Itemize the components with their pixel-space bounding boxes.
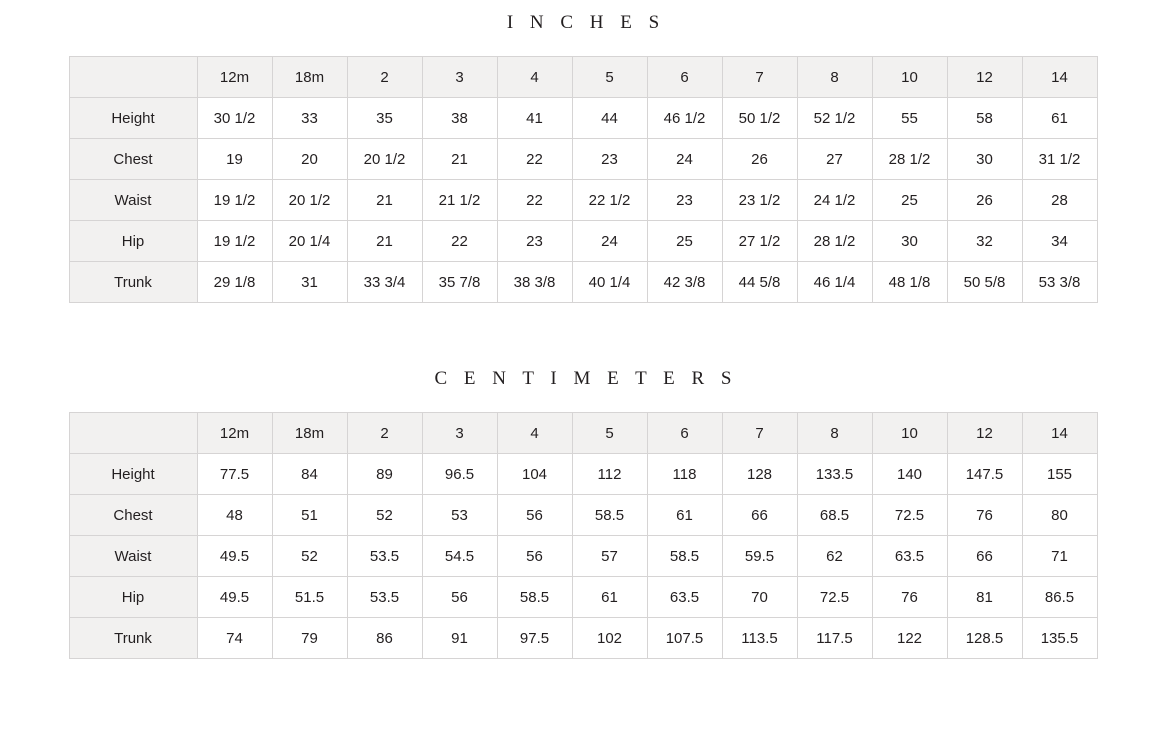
cell-trunk-4: 38 3/8 [497, 262, 572, 303]
cell-waist-2: 21 [347, 180, 422, 221]
column-header-10: 10 [872, 57, 947, 98]
cell-hip-5: 61 [572, 577, 647, 618]
cell-hip-18m: 51.5 [272, 577, 347, 618]
row-label-hip: Hip [69, 221, 197, 262]
row-label-height: Height [69, 98, 197, 139]
column-header-8: 8 [797, 413, 872, 454]
table-row [69, 139, 1097, 180]
column-header-18m: 18m [272, 57, 347, 98]
cell-trunk-8: 117.5 [797, 618, 872, 659]
column-header-7: 7 [722, 57, 797, 98]
cell-chest-2: 20 1/2 [347, 139, 422, 180]
cell-chest-4: 56 [497, 495, 572, 536]
cell-waist-18m: 20 1/2 [272, 180, 347, 221]
cell-chest-10: 28 1/2 [872, 139, 947, 180]
cell-waist-6: 23 [647, 180, 722, 221]
cell-hip-12: 81 [947, 577, 1022, 618]
cell-chest-14: 80 [1022, 495, 1097, 536]
cell-waist-3: 21 1/2 [422, 180, 497, 221]
cell-waist-4: 56 [497, 536, 572, 577]
cell-trunk-4: 97.5 [497, 618, 572, 659]
cell-height-8: 52 1/2 [797, 98, 872, 139]
cell-hip-12m: 19 1/2 [197, 221, 272, 262]
cell-height-12: 58 [947, 98, 1022, 139]
column-header-4: 4 [497, 413, 572, 454]
table-header-row [69, 57, 1097, 98]
cell-chest-10: 72.5 [872, 495, 947, 536]
cell-height-4: 41 [497, 98, 572, 139]
centimeters-title: C E N T I M E T E R S [434, 368, 738, 389]
cell-waist-18m: 52 [272, 536, 347, 577]
column-header-2: 2 [347, 57, 422, 98]
cell-waist-3: 54.5 [422, 536, 497, 577]
cell-height-3: 38 [422, 98, 497, 139]
corner-cell [69, 57, 197, 98]
cell-chest-12m: 19 [197, 139, 272, 180]
cell-waist-12m: 49.5 [197, 536, 272, 577]
cell-hip-8: 72.5 [797, 577, 872, 618]
cell-height-18m: 33 [272, 98, 347, 139]
cell-trunk-3: 35 7/8 [422, 262, 497, 303]
cell-hip-3: 22 [422, 221, 497, 262]
cell-height-6: 118 [647, 454, 722, 495]
cell-chest-5: 58.5 [572, 495, 647, 536]
column-header-5: 5 [572, 413, 647, 454]
table-row [69, 536, 1097, 577]
cell-hip-12: 32 [947, 221, 1022, 262]
cell-hip-12m: 49.5 [197, 577, 272, 618]
row-label-chest: Chest [69, 139, 197, 180]
cell-trunk-3: 91 [422, 618, 497, 659]
cell-chest-3: 53 [422, 495, 497, 536]
cell-waist-14: 28 [1022, 180, 1097, 221]
cell-trunk-12: 50 5/8 [947, 262, 1022, 303]
cell-hip-18m: 20 1/4 [272, 221, 347, 262]
cell-trunk-6: 107.5 [647, 618, 722, 659]
cell-chest-3: 21 [422, 139, 497, 180]
cell-waist-12m: 19 1/2 [197, 180, 272, 221]
column-header-6: 6 [647, 57, 722, 98]
cell-waist-12: 26 [947, 180, 1022, 221]
inches-section [0, 12, 1166, 303]
table-row [69, 180, 1097, 221]
cell-height-5: 112 [572, 454, 647, 495]
cell-hip-10: 30 [872, 221, 947, 262]
cell-chest-18m: 51 [272, 495, 347, 536]
cell-hip-3: 56 [422, 577, 497, 618]
column-header-3: 3 [422, 413, 497, 454]
column-header-18m: 18m [272, 413, 347, 454]
cell-hip-6: 63.5 [647, 577, 722, 618]
cell-chest-8: 27 [797, 139, 872, 180]
cell-chest-2: 52 [347, 495, 422, 536]
cell-hip-5: 24 [572, 221, 647, 262]
cell-hip-14: 86.5 [1022, 577, 1097, 618]
column-header-12m: 12m [197, 413, 272, 454]
cell-waist-5: 57 [572, 536, 647, 577]
row-label-waist: Waist [69, 180, 197, 221]
row-label-trunk: Trunk [69, 618, 197, 659]
cell-height-12m: 77.5 [197, 454, 272, 495]
cell-hip-2: 21 [347, 221, 422, 262]
cell-hip-4: 23 [497, 221, 572, 262]
table-row [69, 454, 1097, 495]
cell-trunk-18m: 79 [272, 618, 347, 659]
table-body [69, 98, 1097, 303]
cell-waist-7: 59.5 [722, 536, 797, 577]
cell-trunk-12m: 74 [197, 618, 272, 659]
centimeters-section [0, 368, 1166, 659]
cell-chest-14: 31 1/2 [1022, 139, 1097, 180]
cell-hip-10: 76 [872, 577, 947, 618]
row-label-trunk: Trunk [69, 262, 197, 303]
cell-chest-7: 26 [722, 139, 797, 180]
cell-trunk-7: 113.5 [722, 618, 797, 659]
cell-height-10: 140 [872, 454, 947, 495]
cell-height-2: 35 [347, 98, 422, 139]
column-header-12m: 12m [197, 57, 272, 98]
cell-trunk-14: 135.5 [1022, 618, 1097, 659]
cell-waist-10: 25 [872, 180, 947, 221]
cell-trunk-10: 48 1/8 [872, 262, 947, 303]
cell-chest-18m: 20 [272, 139, 347, 180]
corner-cell [69, 413, 197, 454]
column-header-12: 12 [947, 413, 1022, 454]
cell-height-7: 128 [722, 454, 797, 495]
cell-waist-14: 71 [1022, 536, 1097, 577]
inches-size-table [69, 56, 1098, 303]
centimeters-size-table [69, 412, 1098, 659]
column-header-5: 5 [572, 57, 647, 98]
cell-trunk-2: 86 [347, 618, 422, 659]
cell-height-3: 96.5 [422, 454, 497, 495]
cell-hip-6: 25 [647, 221, 722, 262]
cell-chest-12: 30 [947, 139, 1022, 180]
cell-waist-10: 63.5 [872, 536, 947, 577]
column-header-8: 8 [797, 57, 872, 98]
cell-waist-5: 22 1/2 [572, 180, 647, 221]
cell-trunk-18m: 31 [272, 262, 347, 303]
cell-chest-6: 24 [647, 139, 722, 180]
cell-height-12: 147.5 [947, 454, 1022, 495]
table-row [69, 221, 1097, 262]
cell-trunk-5: 40 1/4 [572, 262, 647, 303]
cell-height-10: 55 [872, 98, 947, 139]
table-row [69, 262, 1097, 303]
cell-height-14: 61 [1022, 98, 1097, 139]
cell-hip-14: 34 [1022, 221, 1097, 262]
cell-chest-7: 66 [722, 495, 797, 536]
cell-height-6: 46 1/2 [647, 98, 722, 139]
cell-chest-12m: 48 [197, 495, 272, 536]
cell-waist-8: 62 [797, 536, 872, 577]
row-label-waist: Waist [69, 536, 197, 577]
column-header-2: 2 [347, 413, 422, 454]
table-row [69, 577, 1097, 618]
row-label-hip: Hip [69, 577, 197, 618]
cell-height-12m: 30 1/2 [197, 98, 272, 139]
column-header-3: 3 [422, 57, 497, 98]
cell-waist-8: 24 1/2 [797, 180, 872, 221]
column-header-7: 7 [722, 413, 797, 454]
cell-chest-12: 76 [947, 495, 1022, 536]
table-row [69, 495, 1097, 536]
cell-chest-8: 68.5 [797, 495, 872, 536]
cell-trunk-5: 102 [572, 618, 647, 659]
row-label-chest: Chest [69, 495, 197, 536]
cell-waist-4: 22 [497, 180, 572, 221]
cell-height-2: 89 [347, 454, 422, 495]
table-row [69, 618, 1097, 659]
cell-hip-7: 27 1/2 [722, 221, 797, 262]
row-label-height: Height [69, 454, 197, 495]
cell-trunk-2: 33 3/4 [347, 262, 422, 303]
cell-trunk-12: 128.5 [947, 618, 1022, 659]
cell-waist-6: 58.5 [647, 536, 722, 577]
cell-trunk-10: 122 [872, 618, 947, 659]
cell-trunk-6: 42 3/8 [647, 262, 722, 303]
cell-trunk-7: 44 5/8 [722, 262, 797, 303]
cell-hip-4: 58.5 [497, 577, 572, 618]
column-header-4: 4 [497, 57, 572, 98]
cell-height-18m: 84 [272, 454, 347, 495]
column-header-6: 6 [647, 413, 722, 454]
column-header-14: 14 [1022, 57, 1097, 98]
cell-chest-4: 22 [497, 139, 572, 180]
column-header-12: 12 [947, 57, 1022, 98]
cell-chest-5: 23 [572, 139, 647, 180]
cell-height-4: 104 [497, 454, 572, 495]
cell-chest-6: 61 [647, 495, 722, 536]
cell-hip-7: 70 [722, 577, 797, 618]
cell-hip-8: 28 1/2 [797, 221, 872, 262]
column-header-14: 14 [1022, 413, 1097, 454]
cell-waist-12: 66 [947, 536, 1022, 577]
cell-trunk-12m: 29 1/8 [197, 262, 272, 303]
cell-height-8: 133.5 [797, 454, 872, 495]
cell-waist-7: 23 1/2 [722, 180, 797, 221]
cell-trunk-8: 46 1/4 [797, 262, 872, 303]
table-header-row [69, 413, 1097, 454]
cell-height-5: 44 [572, 98, 647, 139]
cell-trunk-14: 53 3/8 [1022, 262, 1097, 303]
cell-waist-2: 53.5 [347, 536, 422, 577]
cell-height-14: 155 [1022, 454, 1097, 495]
column-header-10: 10 [872, 413, 947, 454]
table-body [69, 454, 1097, 659]
table-row [69, 98, 1097, 139]
inches-title: I N C H E S [506, 12, 666, 33]
cell-hip-2: 53.5 [347, 577, 422, 618]
cell-height-7: 50 1/2 [722, 98, 797, 139]
